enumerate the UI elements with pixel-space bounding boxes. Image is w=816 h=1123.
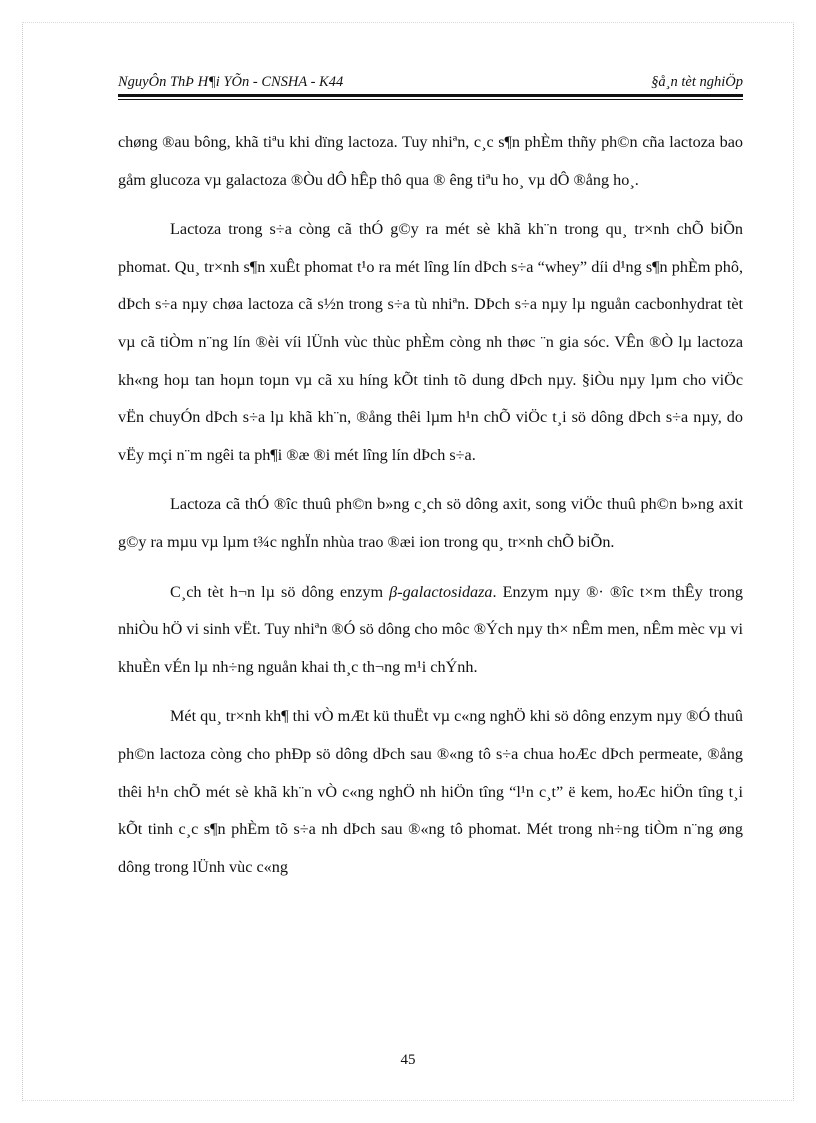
- header-author: NguyÔn ThÞ H¶i YÕn - CNSHA - K44: [118, 74, 344, 90]
- paragraph-2: Lactoza trong s÷a còng cã thÓ g©y ra mét sè khã kh¨n trong qu¸ tr×nh chÕ biÕn phomat. Qu¸ tr×nh s¶n xuÊt phomat t¹o ra mét lîng lín dÞch s÷a “whey” díi d¹ng s¶n phÈm phô, dÞch s÷a nµy chøa lactoza cã s½n trong s÷a tù nhiªn. DÞch s÷a nµy lµ nguån cacbonhydrat tèt vµ cã tiÒm n¨ng lín ®èi víi lÜnh vùc thùc phÈm còng nh thøc ¨n gia sóc. VÊn ®Ò lµ lactoza kh«ng hoµ tan hoµn toµn vµ cã xu híng kÕt tinh tõ dung dÞch nµy. §iÒu nµy lµm cho viÖc vËn chuyÓn dÞch s÷a lµ khã kh¨n, ®ång thêi lµm h¹n chÕ viÖc t¸i sö dông dÞch s÷a nµy, do vËy mçi n¨m ngêi ta ph¶i ®æ ®i mét lîng lín dÞch s÷a.: [118, 220, 743, 464]
- enzyme-name: β-galactosidaza: [389, 582, 493, 601]
- page-header: [118, 70, 743, 94]
- paragraph-4-lead: C¸ch tèt h¬n lµ sö dông enzym: [170, 582, 390, 601]
- paragraph-1: chøng ®au bông, khã tiªu khi dïng lactoza. Tuy nhiªn, c¸c s¶n phÈm thñy ph©n cña lactoza bao gåm glucoza vµ galactoza ®Òu dÔ hÊp thô qua ® êng tiªu ho¸ vµ dÔ ®ång ho¸.: [118, 133, 743, 189]
- header-rule: [118, 94, 743, 100]
- paragraph-4-rest: . Enzym nµy ®· ®îc t×m thÊy trong nhiÒu hÖ vi sinh vËt. Tuy nhiªn ®Ó sö dông cho môc ®Ých nµy th× nÊm men, nÊm mèc vµ vi khuÈn vÉn lµ nh÷ng nguån khai th¸c th¬ng m¹i chÝnh.: [118, 582, 744, 676]
- paragraph-4: [118, 574, 743, 687]
- paragraph-3: Lactoza cã thÓ ®îc thuû ph©n b»ng c¸ch sö dông axit, song viÖc thuû ph©n b»ng axit g©y ra mµu vµ lµm t¾c nghÏn nhùa trao ®æi ion trong qu¸ tr×nh chÕ biÕn.: [118, 495, 743, 551]
- page-number: 45: [400, 1052, 416, 1068]
- header-title: §å¸n tèt nghiÖp: [651, 74, 743, 90]
- document-body: [118, 124, 743, 898]
- paragraph-5: Mét qu¸ tr×nh kh¶ thi vÒ mÆt kü thuËt vµ c«ng nghÖ khi sö dông enzym nµy ®Ó thuû ph©n lactoza còng cho phÐp sö dông dÞch sau ®«ng tô s÷a chua hoÆc dÞch permeate, ®ång thêi h¹n chÕ mét sè khã kh¨n vÒ c«ng nghÖ nh hiÖn tîng “l¹n c¸t” ë kem, hoÆc hiÖn tîng t¸i kÕt tinh c¸c s¶n phÈm tõ s÷a nh dÞch sau ®«ng tô phomat. Mét trong nh÷ng tiÒm n¨ng øng dông trong lÜnh vùc c«ng: [118, 707, 743, 876]
